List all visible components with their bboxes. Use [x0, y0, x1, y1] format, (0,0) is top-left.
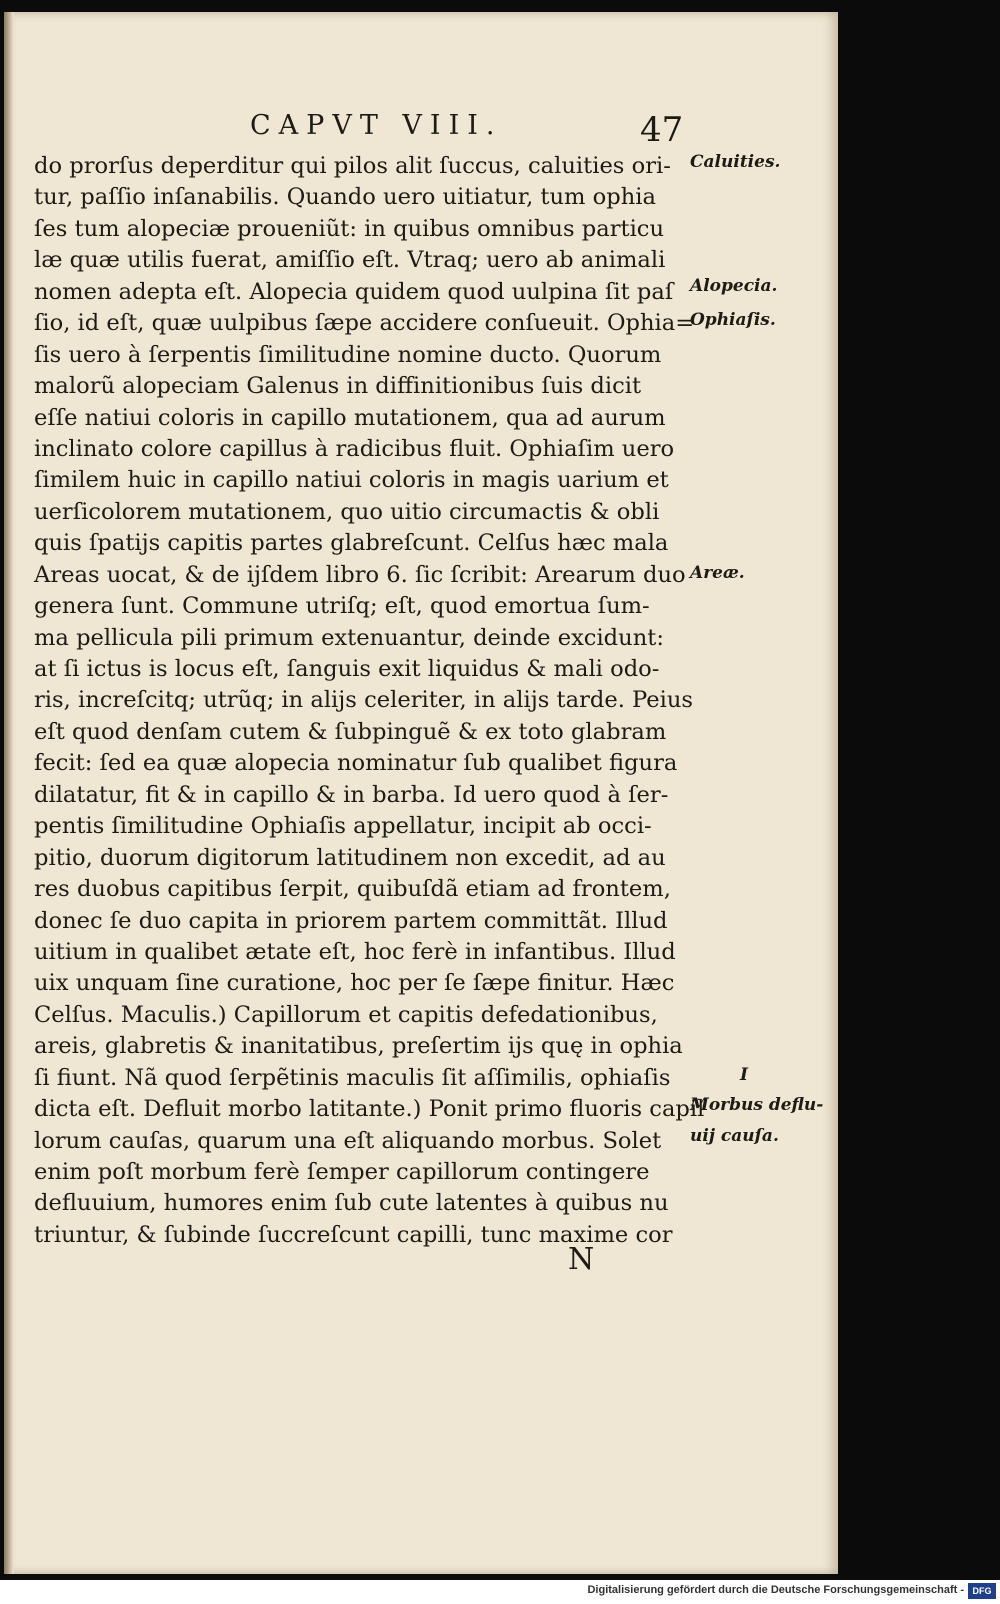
text-line: uix unquam ſine curatione, hoc per ſe ſæpe finitur. Hæc [34, 970, 675, 997]
text-line: ſio, id eſt, quæ uulpibus ſæpe accidere conſueuit. Ophia= [34, 310, 695, 337]
page-header [0, 100, 834, 150]
marginal-note-causa: uij cauſa. [690, 1126, 779, 1146]
text-line: do prorſus deperditur qui pilos alit ſuccus, caluities ori- [34, 153, 671, 179]
text-line: Celſus. Maculis.) Capillorum et capitis defedationibus, [34, 1001, 658, 1028]
text-line: dilatatur, fit & in capillo & in barba. Id uero quod à ſer- [34, 781, 669, 808]
marginal-note-caluities: Caluities. [690, 152, 781, 172]
text-line: inclinato colore capillus à radicibus fluit. Ophiaſim uero [34, 435, 675, 462]
text-line: læ quæ utilis fuerat, amiſſio eſt. Vtraq; uero ab animali [34, 247, 666, 274]
text-line: quis ſpatijs capitis partes glabreſcunt. Celſus hæc mala [34, 530, 669, 557]
text-line: uerſicolorem mutationem, quo uitio circumactis & obli [34, 498, 660, 525]
text-line: ris, increſcitq; utrũq; in alijs celeriter, in alijs tarde. Peius [34, 687, 693, 714]
digitization-footer [0, 1580, 1000, 1604]
text-line: areis, glabretis & inanitatibus, preſertim ijs quę in ophia [34, 1033, 683, 1060]
text-line: ſimilem huic in capillo natiui coloris in magis uarium et [34, 467, 669, 494]
page-spine-shadow [4, 12, 14, 1574]
text-line: eſſe natiui coloris in capillo mutationem, qua ad aurum [34, 404, 666, 431]
text-line: res duobus capitibus ſerpit, quibuſdã etiam ad frontem, [34, 876, 671, 903]
text-line: donec ſe duo capita in priorem partem committãt. Illud [34, 907, 668, 934]
text-line: malorũ alopeciam Galenus in diffinitionibus ſuis dicit [34, 373, 642, 400]
text-line: at ſi ictus is locus eſt, ſanguis exit liquidus & mali odo- [34, 656, 660, 682]
page-number: 47 [640, 110, 684, 150]
dfg-logo: DFG [968, 1583, 996, 1599]
text-line: uitium in qualibet ætate eſt, hoc ferè in infantibus. Illud [34, 938, 676, 965]
marginal-note-ophiasis: Ophiaſis. [690, 310, 776, 330]
text-line: fecit: ſed ea quæ alopecia nominatur ſub qualibet figura [34, 750, 678, 777]
text-line: ſis uero à ſerpentis ſimilitudine nomine ducto. Quorum [34, 341, 662, 368]
catchword: N [568, 1242, 595, 1277]
text-line: pentis ſimilitudine Ophiaſis appellatur, incipit ab occi- [34, 813, 652, 840]
marginal-note-alopecia: Alopecia. [690, 276, 778, 296]
body-text [34, 151, 709, 1251]
text-line: eſt quod denſam cutem & ſubpinguẽ & ex toto glabram [34, 718, 667, 745]
marginal-note-areae: Areæ. [690, 563, 745, 583]
marginal-note-morbus: Morbus deflu- [690, 1095, 824, 1115]
text-line: tur, paſſio inſanabilis. Quando uero uitiatur, tum ophia [34, 184, 656, 211]
funding-credit: Digitalisierung gefördert durch die Deutsche Forschungsgemeinschaft - [587, 1584, 964, 1596]
text-line: ſes tum alopeciæ proueniũt: in quibus omnibus particu [34, 215, 664, 242]
text-line: enim poſt morbum ferè ſemper capillorum contingere [34, 1159, 650, 1185]
text-line: pitio, duorum digitorum latitudinem non excedit, ad au [34, 844, 666, 871]
text-line: genera ſunt. Commune utriſq; eſt, quod emortua ſum- [34, 593, 650, 620]
text-line: lorum cauſas, quarum una eſt aliquando morbus. Solet [34, 1127, 662, 1154]
text-line: defluuium, humores enim ſub cute latentes à quibus nu [34, 1190, 669, 1217]
text-line: Areas uocat, & de ijſdem libro 6. ſic ſcribit: Arearum duo [34, 561, 686, 588]
running-head: CAPVT VIII. [250, 110, 503, 141]
marginal-mark: I [740, 1065, 748, 1085]
text-line: ſi fiunt. Nã quod ſerpẽtinis maculis ſit aſſimilis, ophiaſis [34, 1064, 671, 1091]
text-line: ma pellicula pili primum extenuantur, deinde excidunt: [34, 624, 664, 651]
text-line: nomen adepta eſt. Alopecia quidem quod uulpina ſit paſ [34, 278, 674, 305]
text-line: triuntur, & ſubinde ſuccreſcunt capilli, tunc maxime cor [34, 1221, 673, 1248]
text-line: dicta eſt. Defluit morbo latitante.) Ponit primo fluoris capil [34, 1096, 705, 1123]
